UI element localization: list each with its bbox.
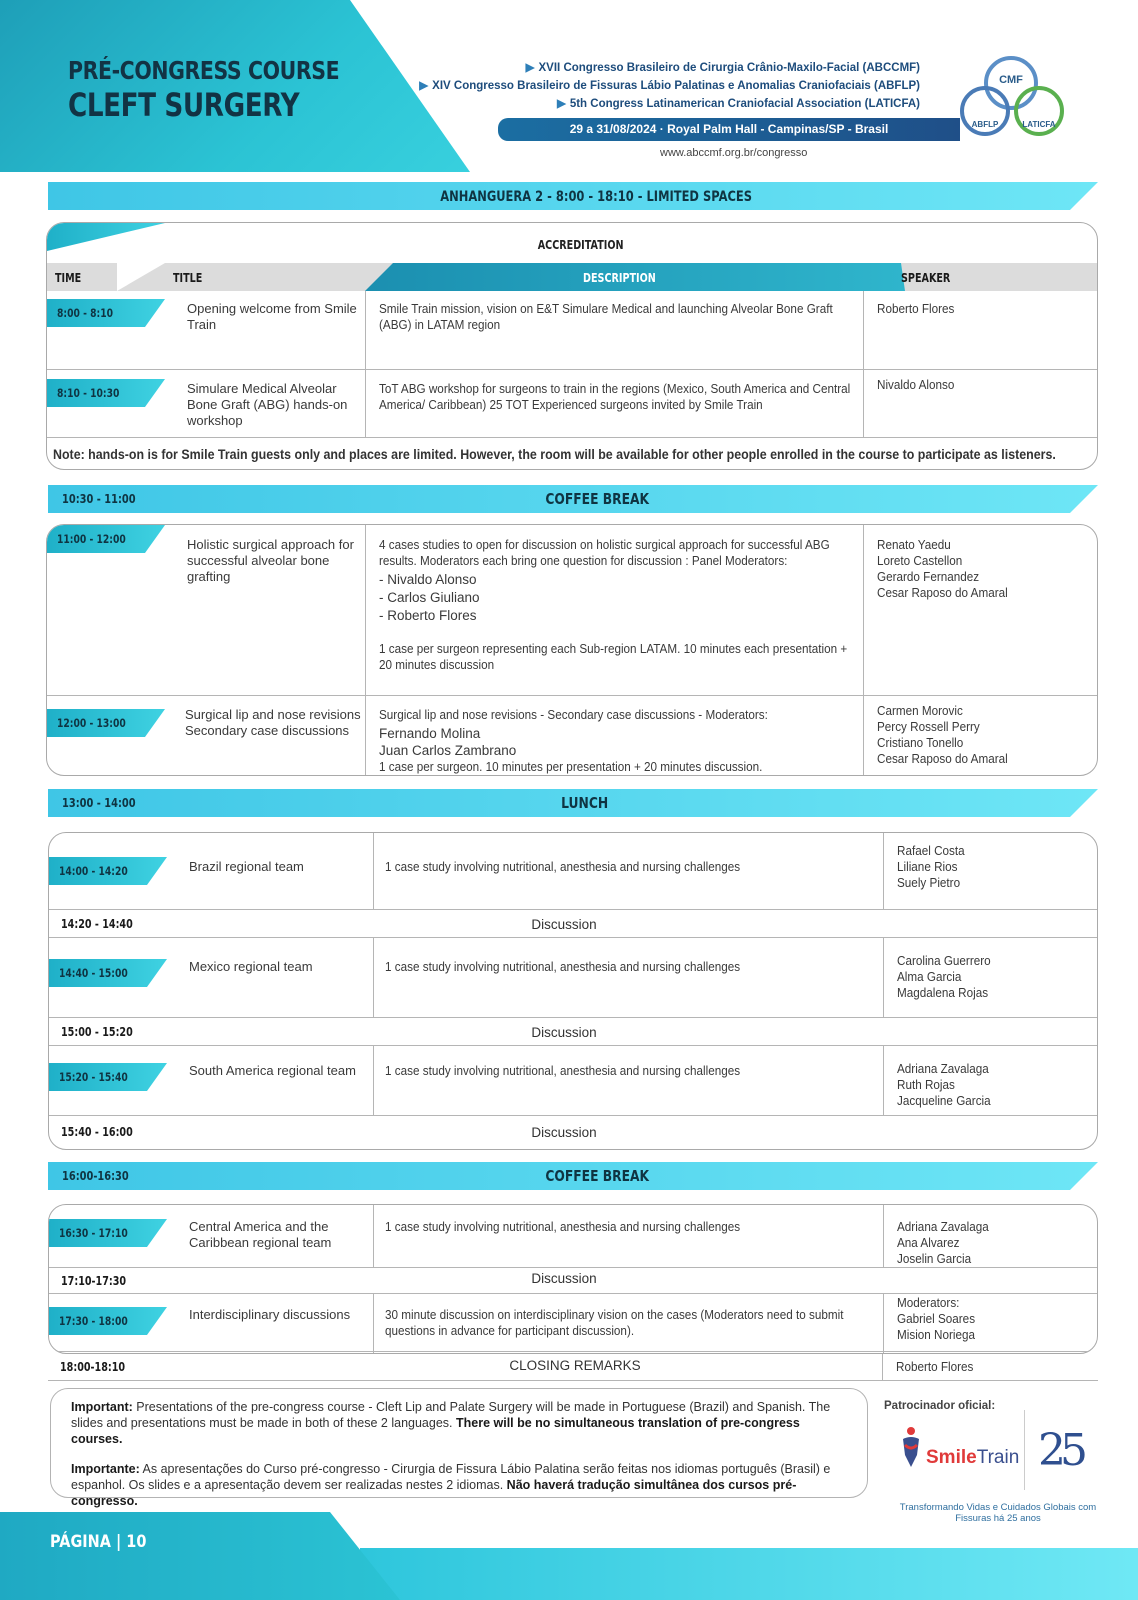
row-description: 30 minute discussion on interdisciplinary vision on the cases (Moderators need to submit questions in advance for participant discussion).: [385, 1307, 844, 1338]
congress-url[interactable]: www.abccmf.org.br/congresso: [660, 147, 808, 159]
row-description: Surgical lip and nose revisions - Secondary case discussions - Moderators:: [379, 707, 768, 722]
page-number: PÁGINA | 10: [50, 1532, 147, 1552]
triangle-right-icon: ▶: [556, 98, 566, 110]
smiletrain-figure-icon: [900, 1425, 922, 1469]
corner-accent: [47, 223, 165, 251]
row-time: 18:00-18:10: [60, 1360, 126, 1374]
speaker: Carmen Morovic: [877, 703, 963, 718]
triangle-right-icon: ▶: [525, 62, 535, 74]
accreditation-label: ACCREDITATION: [537, 238, 624, 252]
speaker: Cristiano Tonello: [877, 735, 964, 750]
break-time: 10:30 - 11:00: [62, 492, 136, 506]
speaker: Jacqueline Garcia: [897, 1093, 991, 1108]
language-notice: [50, 1388, 868, 1508]
notice-english: Important: Presentations of the pre-congress course - Cleft Lip and Palate Surgery will be made in Portuguese (Brazil) and Spanish. The slides and presentations must be made in both of these 2 languages. There will be no simultaneous translation of pre-congress courses.: [71, 1400, 831, 1446]
section-regional-teams: [48, 832, 1098, 1150]
speaker: Gabriel Soares: [897, 1311, 976, 1326]
row-time: 12:00 - 13:00: [57, 716, 126, 730]
congress-line-3: ▶ 5th Congress Latinamerican Craniofacial Association (LATICFA): [556, 98, 920, 110]
row-time: 11:00 - 12:00: [57, 532, 126, 546]
page-title-line1: PRÉ-CONGRESS COURSE: [68, 56, 340, 85]
row-description: 1 case study involving nutritional, anesthesia and nursing challenges: [385, 1063, 741, 1078]
section-accreditation: [46, 222, 1098, 470]
break-label: COFFEE BREAK: [545, 490, 650, 508]
speaker: Renato Yaedu: [877, 537, 951, 552]
row-time: 8:00 - 8:10: [57, 306, 113, 320]
abflp-logo: ABFLP: [960, 86, 1010, 136]
moderator: - Nivaldo Alonso: [379, 572, 477, 587]
triangle-right-icon: ▶: [419, 80, 429, 92]
sponsor-tagline: Transformando Vidas e Cuidados Globais com Fissuras há 25 anos: [899, 1502, 1097, 1524]
bottom-band: [360, 1548, 1138, 1600]
speaker: Roberto Flores: [896, 1359, 974, 1374]
speaker: Cesar Raposo do Amaral: [877, 751, 1008, 766]
speaker: Moderators:: [897, 1295, 960, 1310]
row-description: 4 cases studies to open for discussion on holistic surgical approach for successful ABG results. Moderators each bring one question for discussion : Panel Moderators:: [379, 537, 830, 568]
bottom-banner: [0, 1512, 400, 1600]
row-time: 17:30 - 18:00: [59, 1314, 128, 1328]
congress-line-2: ▶ XIV Congresso Brasileiro de Fissuras Lábio Palatinas e Anomalias Craniofaciais (ABFLP): [419, 80, 920, 92]
row-time: 17:10-17:30: [61, 1274, 127, 1288]
discussion-label: Discussion: [531, 1271, 597, 1286]
lunch-label: LUNCH: [561, 794, 609, 812]
speaker: Carolina Guerrero: [897, 953, 991, 968]
row-time: 14:40 - 15:00: [59, 966, 128, 980]
row-description: 1 case study involving nutritional, anesthesia and nursing challenges: [385, 1219, 741, 1234]
smiletrain-logo: SmileTrain: [926, 1447, 1020, 1468]
speaker: Rafael Costa: [897, 843, 965, 858]
laticfa-logo: LATICFA: [1014, 86, 1064, 136]
speaker: Percy Rossell Perry: [877, 719, 980, 734]
congress-line-1: ▶ XVII Congresso Brasileiro de Cirurgia Crânio-Maxilo-Facial (ABCCMF): [525, 62, 920, 74]
row-time: 15:00 - 15:20: [61, 1025, 133, 1039]
row-time: 14:20 - 14:40: [61, 917, 133, 931]
lunch-time: 13:00 - 14:00: [62, 796, 136, 810]
speaker: Adriana Zavalaga: [897, 1219, 989, 1234]
moderator: Fernando Molina: [379, 726, 481, 741]
date-venue-bar: 29 a 31/08/2024 · Royal Palm Hall - Campinas/SP - Brasil: [498, 118, 960, 141]
row-description: 1 case study involving nutritional, anesthesia and nursing challenges: [385, 859, 741, 874]
row-title: Holistic surgical approach for successful alveolar bone grafting: [187, 537, 354, 584]
row-description-2: 1 case per surgeon. 10 minutes per presentation + 20 minutes discussion.: [379, 759, 763, 774]
row-description-2: 1 case per surgeon representing each Sub-region LATAM. 10 minutes each presentation + 20 minutes discussion: [379, 641, 848, 672]
speaker: Loreto Castellon: [877, 553, 963, 568]
row-title: Opening welcome from Smile Train: [187, 301, 357, 332]
row-time: 14:00 - 14:20: [59, 864, 128, 878]
row-speaker: Roberto Flores: [877, 301, 955, 316]
page-title-line2: CLEFT SURGERY: [68, 86, 300, 124]
cmf-logo: CMF: [984, 56, 1038, 110]
row-time: 8:10 - 10:30: [57, 386, 120, 400]
speaker: Mision Noriega: [897, 1327, 976, 1342]
row-title: Mexico regional team: [189, 959, 313, 974]
moderator: - Roberto Flores: [379, 608, 477, 623]
sponsor-label: Patrocinador oficial:: [884, 1400, 996, 1412]
row-description: Smile Train mission, vision on E&T Simulare Medical and launching Alveolar Bone Graft (ABG) in LATAM region: [379, 301, 833, 332]
row-title: South America regional team: [189, 1063, 356, 1078]
speaker: Alma Garcia: [897, 969, 962, 984]
column-speaker: SPEAKER: [901, 271, 951, 285]
location-label: ANHANGUERA 2 - 8:00 - 18:10 - LIMITED SPACES: [440, 189, 753, 205]
column-time: TIME: [55, 271, 82, 285]
break-label: COFFEE BREAK: [545, 1167, 650, 1185]
section-closing: [48, 1204, 1098, 1354]
column-title: TITLE: [173, 271, 203, 285]
discussion-label: Discussion: [531, 1125, 597, 1140]
row-time: 15:20 - 15:40: [59, 1070, 128, 1084]
break-time: 16:00-16:30: [62, 1169, 129, 1183]
anniversary-25-logo: 25: [1038, 1425, 1082, 1476]
speaker: Ruth Rojas: [897, 1077, 955, 1092]
congress-logos: [960, 56, 1080, 146]
row-title: Central America and the Caribbean regional team: [189, 1219, 332, 1250]
moderator: Juan Carlos Zambrano: [379, 743, 517, 758]
speaker: Ana Alvarez: [897, 1235, 960, 1250]
notice-portuguese: Importante: As apresentações do Curso pré-congresso - Cirurgia de Fissura Lábio Palatina serão feitas nos idiomas português (Brasil) e espanhol. Os slides e a apresentação devem ser realizadas nestes 2 idiomas. Não haverá tradução simultânea dos cursos pré-congresso.: [71, 1462, 831, 1508]
row-title: Surgical lip and nose revisions Secondary case discussions: [185, 707, 361, 738]
column-description: DESCRIPTION: [583, 271, 656, 285]
moderator: - Carlos Giuliano: [379, 590, 480, 605]
row-description: ToT ABG workshop for surgeons to train in the regions (Mexico, South America and Central America/ Caribbean) 25 TOT Experienced surgeons invited by Smile Train: [379, 381, 851, 412]
hands-on-note: Note: hands-on is for Smile Train guests only and places are limited. However, the room will be available for other people enrolled in the course to participate as listeners.: [53, 447, 1056, 462]
discussion-label: Discussion: [531, 917, 597, 932]
row-speaker: Nivaldo Alonso: [877, 377, 955, 392]
speaker: Magdalena Rojas: [897, 985, 989, 1000]
row-time: 16:30 - 17:10: [59, 1226, 128, 1240]
speaker: Joselin Garcia: [897, 1251, 972, 1266]
row-description: 1 case study involving nutritional, anesthesia and nursing challenges: [385, 959, 741, 974]
speaker: Cesar Raposo do Amaral: [877, 585, 1008, 600]
section-abg-discussions: [46, 524, 1098, 776]
discussion-label: Discussion: [531, 1025, 597, 1040]
speaker: Gerardo Fernandez: [877, 569, 980, 584]
closing-remarks-label: CLOSING REMARKS: [509, 1358, 641, 1373]
speaker: Adriana Zavalaga: [897, 1061, 989, 1076]
row-title: Simulare Medical Alveolar Bone Graft (ABG) hands-on workshop: [187, 381, 348, 428]
speaker: Liliane Rios: [897, 859, 958, 874]
row-time: 15:40 - 16:00: [61, 1125, 133, 1139]
row-title: Interdisciplinary discussions: [189, 1307, 351, 1322]
row-title: Brazil regional team: [189, 859, 304, 874]
speaker: Suely Pietro: [897, 875, 961, 890]
